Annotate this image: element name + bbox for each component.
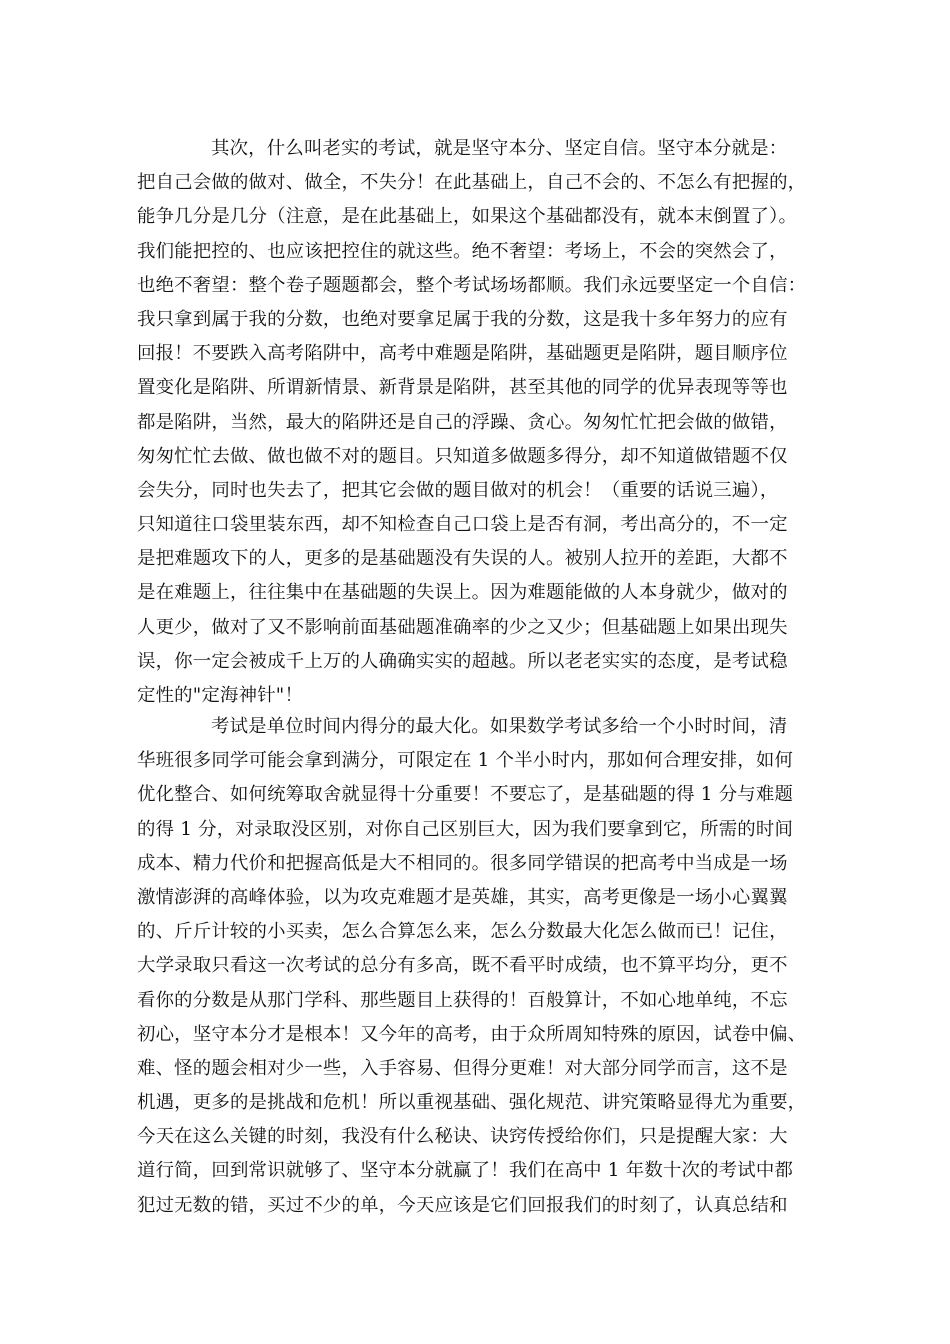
text-line: 匆匆忙忙去做、做也做不对的题目。只知道多做题多得分，却不知道做错题不仅 [137,445,788,467]
text-line: 大学录取只看这一次考试的总分有多高，既不看平时成绩，也不算平均分，更不 [137,955,788,977]
text-line: 优化整合、如何统筹取舍就显得十分重要！不要忘了，是基础题的得 1 分与难题 [137,784,794,806]
text-line: 我们能把控的、也应该把控住的就这些。绝不奢望：考场上，不会的突然会了， [137,240,788,262]
text-line: 人更少，做对了又不影响前面基础题准确率的少之又少；但基础题上如果出现失 [137,616,788,638]
text-line: 的得 1 分，对录取没区别，对你自己区别巨大，因为我们要拿到它，所需的时间 [137,818,794,840]
text-line: 华班很多同学可能会拿到满分，可限定在 1 个半小时内，那如何合理安排，如何 [137,750,794,772]
text-line: 定性的"定海神针"！ [137,685,304,706]
text-line: 今天在这么关键的时刻，我没有什么秘诀、诀窍传授给你们，只是提醒大家：大 [137,1126,788,1148]
text-line: 看你的分数是从那门学科、那些题目上获得的！百般算计，不如心地单纯，不忘 [137,989,788,1011]
text-line: 道行简，回到常识就够了、坚守本分就赢了！我们在高中 1 年数十次的考试中都 [137,1160,794,1182]
text-line: 我只拿到属于我的分数，也绝对要拿足属于我的分数，这是我十多年努力的应有 [137,308,788,330]
text-line: 机遇，更多的是挑战和危机！所以重视基础、强化规范、讲究策略显得尤为重要， [137,1092,807,1114]
text-line: 其次，什么叫老实的考试，就是坚守本分、坚定自信。坚守本分就是： [211,138,788,159]
text-line: 只知道往口袋里装东西，却不知检查自己口袋上是否有洞，考出高分的，不一定 [137,514,788,536]
paragraph-2 [137,710,817,1223]
text-line: 的、斤斤计较的小买卖，怎么合算怎么来，怎么分数最大化怎么做而已！记住， [137,921,788,943]
text-line: 都是陷阱，当然，最大的陷阱还是自己的浮躁、贪心。匆匆忙忙把会做的做错， [137,411,788,433]
text-line: 置变化是陷阱、所谓新情景、新背景是陷阱，甚至其他的同学的优异表现等等也 [137,377,788,399]
text-line: 成本、精力代价和把握高低是大不相同的。很多同学错误的把高考中当成是一场 [137,852,788,874]
text-line: 回报！不要跌入高考陷阱中，高考中难题是陷阱，基础题更是陷阱，题目顺序位 [137,343,788,365]
paragraph-1 [137,132,817,713]
text-line: 也绝不奢望：整个卷子题题都会，整个考试场场都顺。我们永远要坚定一个自信： [137,274,807,296]
text-line: 是把难题攻下的人，更多的是基础题没有失误的人。被别人拉开的差距，大都不 [137,548,788,570]
text-line: 是在难题上，往往集中在基础题的失误上。因为难题能做的人本身就少，做对的 [137,582,788,604]
text-line: 犯过无数的错，买过不少的单，今天应该是它们回报我们的时刻了，认真总结和 [137,1194,788,1216]
text-line: 把自己会做的做对、做全，不失分！在此基础上，自己不会的、不怎么有把握的， [137,172,807,194]
text-line: 激情澎湃的高峰体验，以为攻克难题才是英雄，其实，高考更像是一场小心翼翼 [137,886,788,908]
text-line: 考试是单位时间内得分的最大化。如果数学考试多给一个小时时间，清 [211,716,788,737]
text-line: 难、怪的题会相对少一些，入手容易、但得分更难！对大部分同学而言，这不是 [137,1057,788,1079]
text-line: 误，你一定会被成千上万的人确确实实的超越。所以老老实实的态度，是考试稳 [137,650,788,672]
text-line: 会失分，同时也失去了，把其它会做的题目做对的机会！（重要的话说三遍）， [137,479,779,501]
text-line: 初心，坚守本分才是根本！又今年的高考，由于众所周知特殊的原因，试卷中偏、 [137,1023,807,1045]
text-line: 能争几分是几分（注意，是在此基础上，如果这个基础都没有，就本末倒置了）。 [137,206,798,228]
